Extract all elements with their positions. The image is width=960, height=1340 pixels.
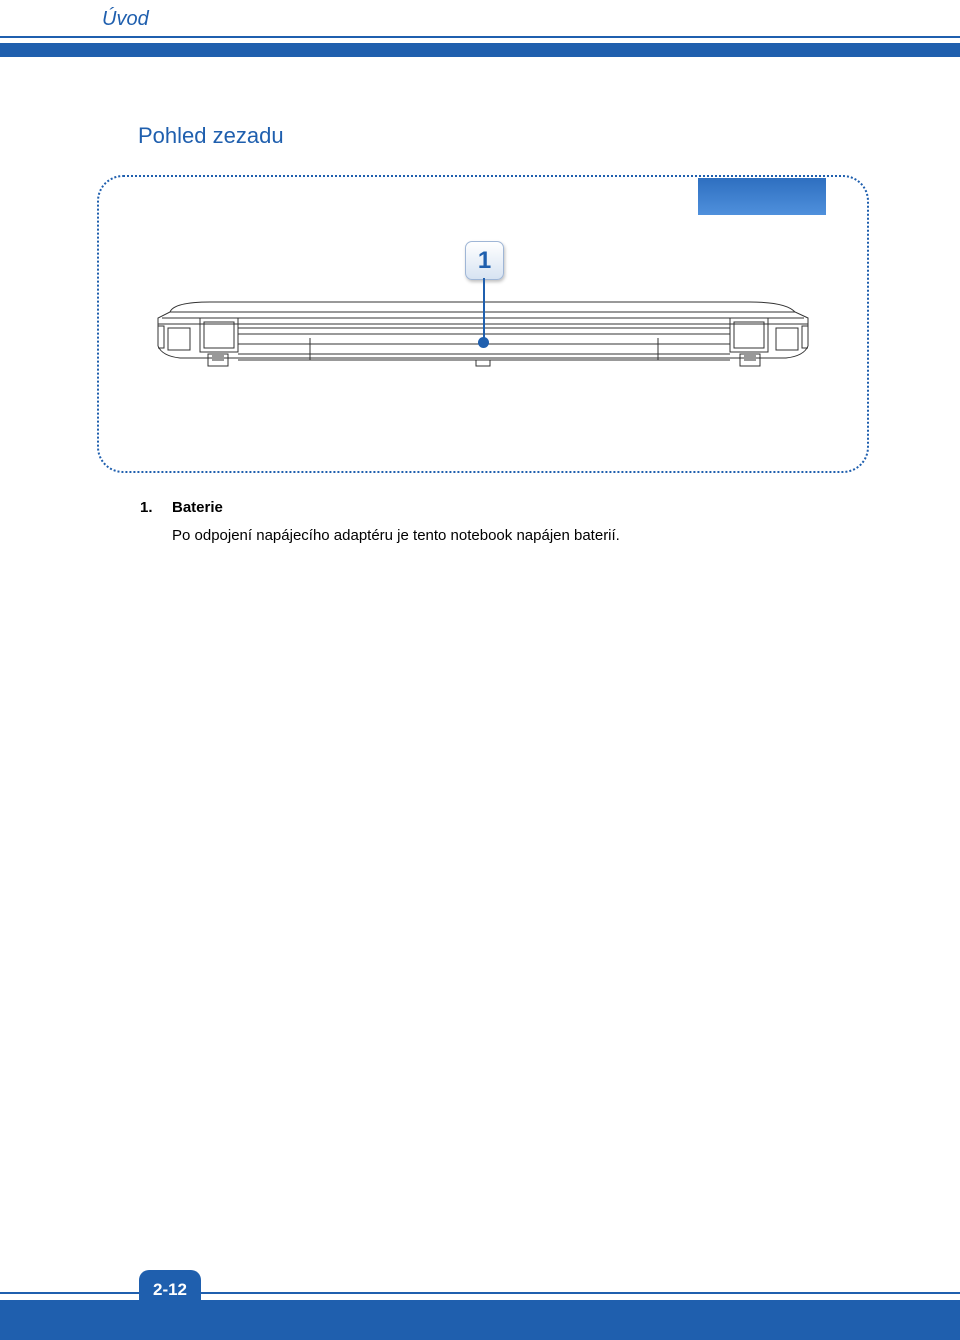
page-number: 2-12 — [139, 1270, 201, 1310]
item-label-battery: Baterie — [172, 499, 223, 516]
callout-leader-line — [483, 278, 485, 340]
section-title: Pohled zezadu — [138, 123, 284, 148]
item-description-battery: Po odpojení napájecího adaptéru je tento notebook napájen baterií. — [172, 527, 620, 544]
item-number: 1. — [140, 499, 153, 516]
callout-pointer-dot — [478, 337, 489, 348]
chapter-title: Úvod — [102, 8, 149, 30]
callout-badge-1: 1 — [465, 241, 504, 280]
header-band — [0, 43, 960, 57]
figure-tab — [698, 178, 826, 215]
header-rule — [0, 36, 960, 38]
